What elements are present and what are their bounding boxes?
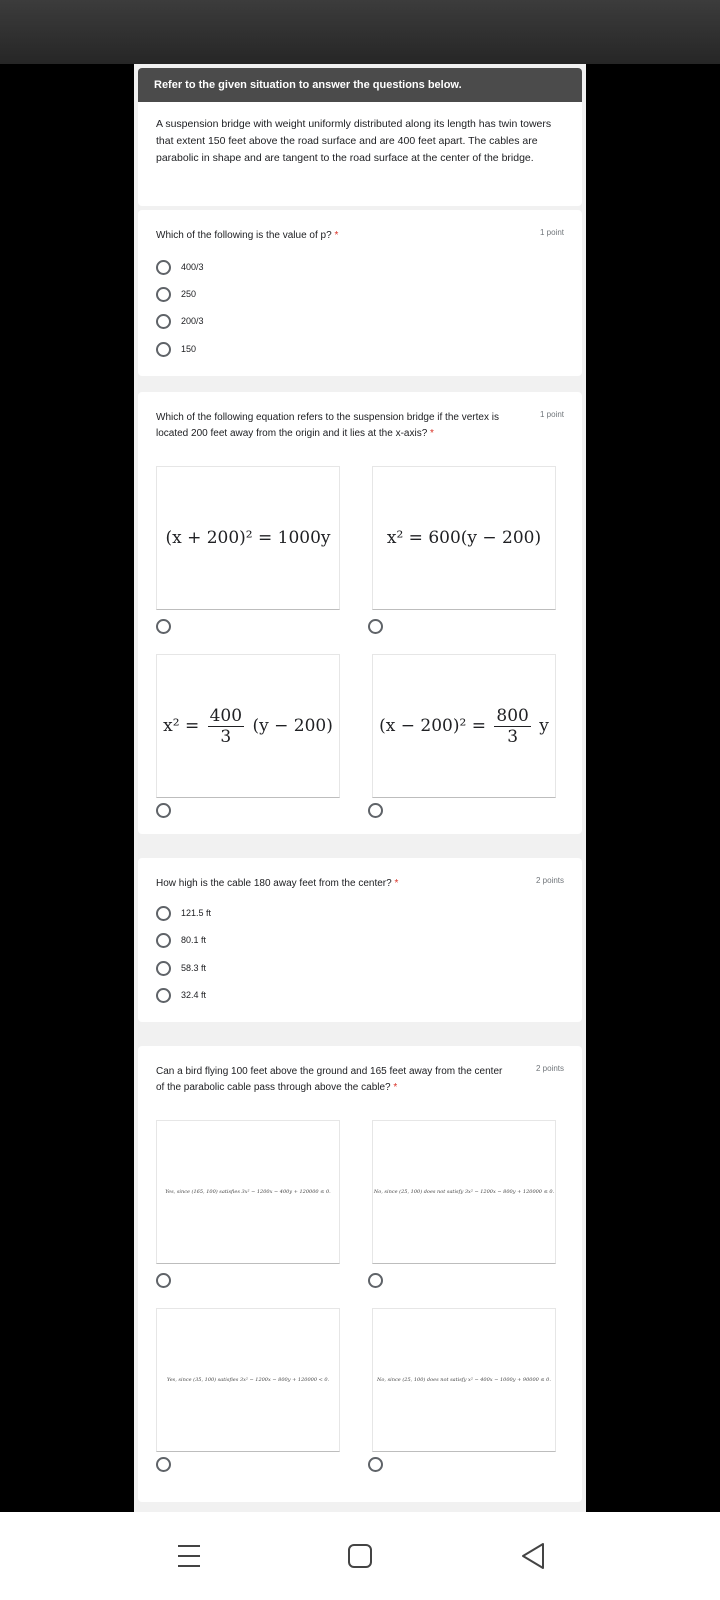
required-asterisk: *: [334, 230, 339, 241]
points-label: 1 point: [539, 228, 564, 237]
question-card-p-value: [138, 210, 582, 376]
choice-a: Yes, since (165, 100) satisfies 3x² − 1200x − 400y + 120000 ≤ 0.: [165, 1189, 331, 1195]
radio-button[interactable]: [156, 342, 171, 357]
radio-option-3[interactable]: 58.3 ft: [156, 959, 206, 977]
question-text: Which of the following is the value of p? *: [156, 230, 339, 241]
radio-button[interactable]: [156, 906, 171, 921]
section-title: Refer to the given situation to answer the questions below.: [138, 68, 582, 102]
question-text: How high is the cable 180 away feet from the center? *: [156, 878, 399, 889]
radio-option-b[interactable]: [368, 619, 383, 634]
choice-image-c[interactable]: [156, 1308, 340, 1452]
question-card-bird-cable: [138, 1046, 582, 1502]
radio-option-d[interactable]: [368, 803, 383, 818]
status-bar: [0, 0, 720, 64]
radio-option-2[interactable]: 250: [156, 285, 196, 303]
required-asterisk: *: [394, 878, 399, 889]
radio-button[interactable]: [156, 803, 171, 818]
question-text: Can a bird flying 100 feet above the ground and 165 feet away from the center of the parabolic cable pass through above the cable? *: [156, 1066, 503, 1093]
question-card-cable-height: [138, 858, 582, 1022]
radio-button[interactable]: [156, 619, 171, 634]
choice-image-b[interactable]: [372, 1120, 556, 1264]
required-asterisk: *: [430, 428, 434, 439]
radio-button[interactable]: [156, 961, 171, 976]
radio-button[interactable]: [156, 933, 171, 948]
question-card-bridge-equation: [138, 392, 582, 834]
points-label: 2 points: [535, 1064, 564, 1073]
radio-button[interactable]: [156, 1457, 171, 1472]
choice-image-a[interactable]: [156, 1120, 340, 1264]
radio-button[interactable]: [368, 1457, 383, 1472]
recent-apps-icon[interactable]: [176, 1542, 202, 1570]
equation-a: (x + 200)² = 1000y: [165, 528, 331, 548]
radio-button[interactable]: [156, 988, 171, 1003]
radio-option-4[interactable]: 32.4 ft: [156, 986, 206, 1004]
radio-option-a[interactable]: [156, 1273, 171, 1288]
equation-b: x² = 600(y − 200): [386, 528, 542, 548]
equation-c: x² = $\frac{400}{3}$ (y − 200): [163, 705, 333, 747]
radio-option-c[interactable]: [156, 1457, 171, 1472]
radio-button[interactable]: [156, 1273, 171, 1288]
radio-option-4[interactable]: 150: [156, 340, 196, 358]
equation-image-b[interactable]: [372, 466, 556, 610]
radio-option-c[interactable]: [156, 803, 171, 818]
section-description: A suspension bridge with weight uniformly distributed along its length has twin towers that extent 150 feet above the road surface and are 400 feet apart. The cables are parabolic in shape and are tangent to the road surface at the center of the bridge.: [156, 118, 552, 164]
radio-button[interactable]: [156, 287, 171, 302]
home-icon[interactable]: [347, 1542, 373, 1570]
radio-option-1[interactable]: 400/3: [156, 258, 204, 276]
equation-image-d[interactable]: [372, 654, 556, 798]
radio-option-b[interactable]: [368, 1273, 383, 1288]
radio-option-2[interactable]: 80.1 ft: [156, 931, 206, 949]
choice-image-d[interactable]: [372, 1308, 556, 1452]
points-label: 2 points: [535, 876, 564, 885]
navigation-bar: [0, 1512, 720, 1600]
form-header-card: [138, 68, 582, 206]
radio-button[interactable]: [368, 619, 383, 634]
radio-option-d[interactable]: [368, 1457, 383, 1472]
radio-button[interactable]: [368, 1273, 383, 1288]
radio-option-a[interactable]: [156, 619, 171, 634]
form-page: [134, 64, 586, 1512]
radio-option-3[interactable]: 200/3: [156, 312, 204, 330]
equation-image-a[interactable]: [156, 466, 340, 610]
question-text: Which of the following equation refers to the suspension bridge if the vertex is located 200 feet away from the origin and it lies at the x-axis? *: [156, 412, 499, 439]
required-asterisk: *: [393, 1082, 398, 1093]
radio-button[interactable]: [156, 314, 171, 329]
choice-c: Yes, since (35, 100) satisfies 3x² − 1200x − 800y + 120000 < 0.: [166, 1377, 330, 1383]
points-label: 1 point: [539, 410, 564, 419]
equation-d: (x − 200)² = $\frac{800}{3}$ y: [379, 705, 549, 747]
back-icon[interactable]: [520, 1542, 546, 1570]
choice-b: No, since (25, 100) does not satisfy 3x² − 1200x − 800y + 120000 ≤ 0.: [373, 1189, 555, 1195]
equation-image-c[interactable]: [156, 654, 340, 798]
radio-option-1[interactable]: 121.5 ft: [156, 904, 211, 922]
radio-button[interactable]: [368, 803, 383, 818]
radio-button[interactable]: [156, 260, 171, 275]
choice-d: No, since (25, 100) does not satisfy x² − 400x − 1000y + 90000 ≤ 0.: [377, 1377, 551, 1383]
